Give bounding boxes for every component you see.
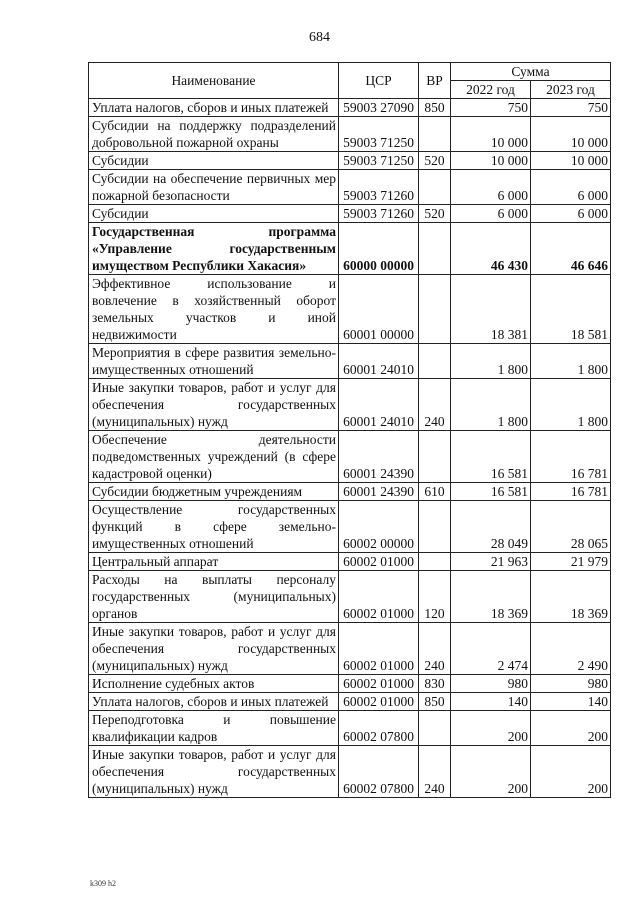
cell-2023: 6 000	[531, 205, 611, 223]
cell-2022: 10 000	[451, 152, 531, 170]
cell-name: Субсидии	[89, 205, 339, 223]
table-row	[89, 693, 611, 711]
table-row	[89, 170, 611, 205]
cell-vr	[419, 223, 451, 275]
cell-name: Субсидии	[89, 152, 339, 170]
cell-vr: 520	[419, 205, 451, 223]
cell-2023: 10 000	[531, 117, 611, 152]
cell-2023: 10 000	[531, 152, 611, 170]
header-csr: ЦСР	[339, 63, 419, 99]
table-row	[89, 483, 611, 501]
cell-name: Уплата налогов, сборов и иных платежей	[89, 99, 339, 117]
cell-vr	[419, 117, 451, 152]
cell-2023: 2 490	[531, 623, 611, 675]
table-row	[89, 223, 611, 275]
cell-2022: 10 000	[451, 117, 531, 152]
header-name: Наименование	[89, 63, 339, 99]
cell-vr: 240	[419, 746, 451, 798]
cell-name: Уплата налогов, сборов и иных платежей	[89, 693, 339, 711]
cell-2022: 1 800	[451, 344, 531, 379]
cell-name: Государственная программа «Управление государственным имуществом Республики Хакасия»	[89, 223, 339, 275]
cell-csr: 60001 00000	[339, 275, 419, 344]
cell-2022: 21 963	[451, 553, 531, 571]
cell-2022: 18 369	[451, 571, 531, 623]
table-row	[89, 746, 611, 798]
footer-code: k309 h2	[90, 879, 116, 888]
cell-2023: 46 646	[531, 223, 611, 275]
cell-name: Эффективное использование и вовлечение в хозяйственный оборот земельных участков и иной недвижимости	[89, 275, 339, 344]
cell-vr	[419, 275, 451, 344]
page-number: 684	[309, 30, 330, 45]
cell-vr: 240	[419, 379, 451, 431]
table-row	[89, 571, 611, 623]
cell-2022: 28 049	[451, 501, 531, 553]
cell-2023: 200	[531, 746, 611, 798]
header-year-2022: 2022 год	[451, 81, 531, 99]
cell-name: Исполнение судебных актов	[89, 675, 339, 693]
cell-2023: 980	[531, 675, 611, 693]
cell-2022: 2 474	[451, 623, 531, 675]
header-vr: ВР	[419, 63, 451, 99]
cell-csr: 60002 01000	[339, 623, 419, 675]
table-row	[89, 275, 611, 344]
cell-name: Субсидии на обеспечение первичных мер пожарной безопасности	[89, 170, 339, 205]
header-year-2023: 2023 год	[531, 81, 611, 99]
cell-vr: 850	[419, 99, 451, 117]
cell-2022: 18 381	[451, 275, 531, 344]
table-row	[89, 117, 611, 152]
table-row	[89, 711, 611, 746]
cell-csr: 60002 07800	[339, 711, 419, 746]
cell-csr: 60001 24390	[339, 431, 419, 483]
cell-2023: 18 581	[531, 275, 611, 344]
cell-vr	[419, 553, 451, 571]
table-row	[89, 431, 611, 483]
cell-2022: 200	[451, 711, 531, 746]
cell-csr: 60002 01000	[339, 571, 419, 623]
cell-name: Иные закупки товаров, работ и услуг для обеспечения государственных (муниципальных) нужд	[89, 746, 339, 798]
cell-csr: 60000 00000	[339, 223, 419, 275]
header-sum: Сумма	[451, 63, 611, 81]
cell-2023: 21 979	[531, 553, 611, 571]
cell-2023: 6 000	[531, 170, 611, 205]
cell-csr: 59003 71250	[339, 117, 419, 152]
table-row	[89, 623, 611, 675]
cell-2023: 16 781	[531, 431, 611, 483]
cell-csr: 60002 01000	[339, 693, 419, 711]
cell-csr: 60002 00000	[339, 501, 419, 553]
cell-vr: 240	[419, 623, 451, 675]
cell-vr: 830	[419, 675, 451, 693]
cell-2022: 6 000	[451, 205, 531, 223]
cell-vr	[419, 170, 451, 205]
table-row	[89, 501, 611, 553]
cell-csr: 60001 24010	[339, 344, 419, 379]
cell-2023: 28 065	[531, 501, 611, 553]
cell-2022: 16 581	[451, 431, 531, 483]
table-row	[89, 379, 611, 431]
cell-name: Мероприятия в сфере развития земельно-имущественных отношений	[89, 344, 339, 379]
cell-name: Расходы на выплаты персоналу государственных (муниципальных) органов	[89, 571, 339, 623]
cell-vr: 520	[419, 152, 451, 170]
cell-name: Центральный аппарат	[89, 553, 339, 571]
cell-name: Обеспечение деятельности подведомственных учреждений (в сфере кадастровой оценки)	[89, 431, 339, 483]
cell-csr: 59003 71260	[339, 205, 419, 223]
cell-2022: 980	[451, 675, 531, 693]
table-row	[89, 152, 611, 170]
cell-2023: 16 781	[531, 483, 611, 501]
table-row	[89, 344, 611, 379]
table-body	[89, 99, 611, 798]
cell-vr: 850	[419, 693, 451, 711]
cell-vr: 120	[419, 571, 451, 623]
cell-csr: 60001 24390	[339, 483, 419, 501]
table-row	[89, 553, 611, 571]
cell-csr: 59003 71250	[339, 152, 419, 170]
cell-csr: 59003 71260	[339, 170, 419, 205]
budget-table	[88, 62, 611, 798]
cell-2023: 1 800	[531, 379, 611, 431]
cell-vr	[419, 711, 451, 746]
cell-csr: 60002 01000	[339, 553, 419, 571]
cell-2023: 140	[531, 693, 611, 711]
table-row	[89, 205, 611, 223]
cell-2022: 46 430	[451, 223, 531, 275]
cell-vr: 610	[419, 483, 451, 501]
cell-name: Иные закупки товаров, работ и услуг для обеспечения государственных (муниципальных) нужд	[89, 379, 339, 431]
cell-2022: 16 581	[451, 483, 531, 501]
cell-name: Осуществление государственных функций в сфере земельно-имущественных отношений	[89, 501, 339, 553]
cell-csr: 60002 01000	[339, 675, 419, 693]
cell-name: Иные закупки товаров, работ и услуг для обеспечения государственных (муниципальных) нужд	[89, 623, 339, 675]
cell-2023: 750	[531, 99, 611, 117]
cell-2023: 18 369	[531, 571, 611, 623]
cell-csr: 60001 24010	[339, 379, 419, 431]
cell-2023: 1 800	[531, 344, 611, 379]
cell-2022: 750	[451, 99, 531, 117]
table-row	[89, 675, 611, 693]
table-row	[89, 99, 611, 117]
cell-2022: 1 800	[451, 379, 531, 431]
cell-2022: 140	[451, 693, 531, 711]
cell-2022: 6 000	[451, 170, 531, 205]
cell-vr	[419, 431, 451, 483]
cell-2023: 200	[531, 711, 611, 746]
cell-vr	[419, 501, 451, 553]
cell-vr	[419, 344, 451, 379]
cell-csr: 59003 27090	[339, 99, 419, 117]
cell-name: Субсидии бюджетным учреждениям	[89, 483, 339, 501]
cell-2022: 200	[451, 746, 531, 798]
cell-name: Субсидии на поддержку подразделений добровольной пожарной охраны	[89, 117, 339, 152]
cell-name: Переподготовка и повышение квалификации кадров	[89, 711, 339, 746]
cell-csr: 60002 07800	[339, 746, 419, 798]
